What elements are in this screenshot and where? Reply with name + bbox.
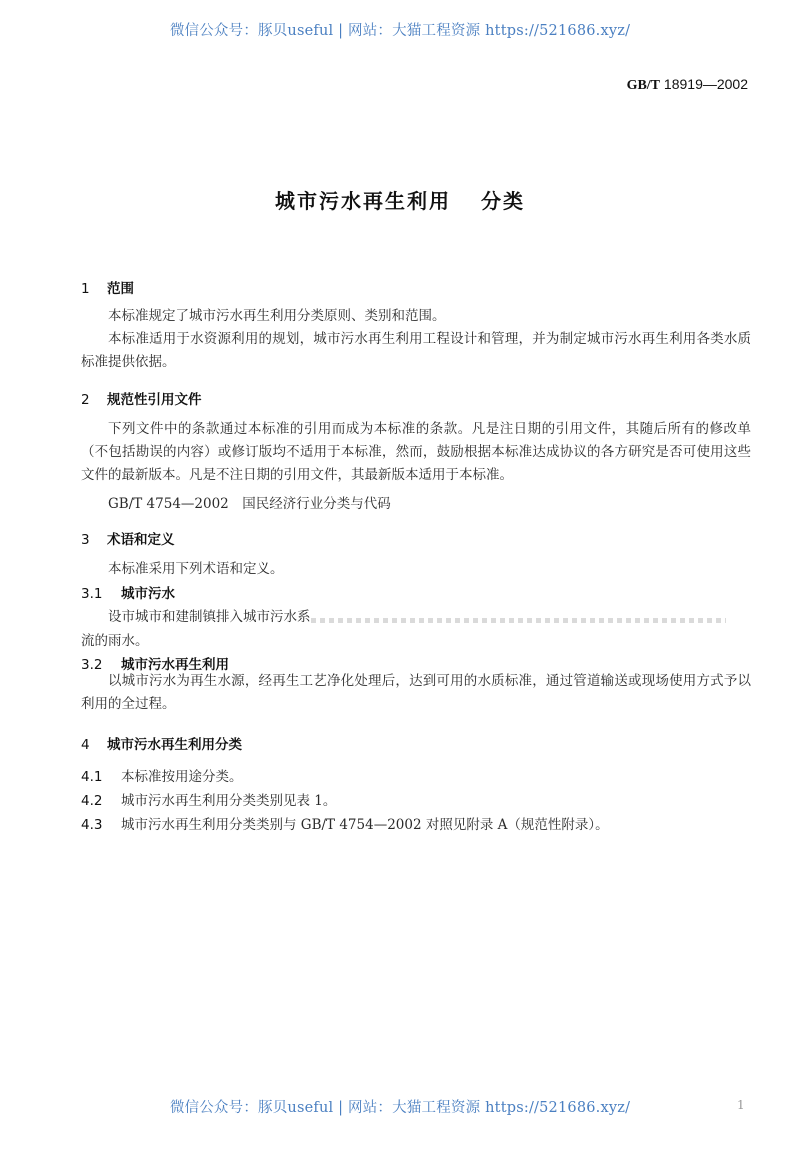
watermark-bottom: 微信公众号：豚贝useful | 网站：大猫工程资源 https://521686.xyz/ (169, 1100, 631, 1116)
section-2-paragraph-1: 下列文件中的条款通过本标准的引用而成为本标准的条款。凡是注日期的引用文件，其随后所有的修改单（不包括勘误的内容）或修订版均不适用于本标准，然而，鼓励根据本标准达成协议的各方研究是否可使用这些文件的最新版本。凡是不注日期的引用文件，其最新版本适用于本标准。 (81, 421, 751, 483)
section-1-paragraph-2: 本标准适用于水资源利用的规划，城市污水再生利用工程设计和管理，并为制定城市污水再生利用各类水质标准提供依据。 (81, 331, 751, 370)
section-3-intro: 本标准采用下列术语和定义。 (108, 561, 284, 577)
page-number: 1 (737, 1098, 745, 1112)
section-heading-3: 3 术语和定义 (81, 532, 175, 548)
term-3-1-definition: 设市城市和建制镇排入城市污水系 (108, 605, 726, 625)
term-3-1-definition-end: 流的雨水。 (81, 633, 149, 649)
title-sub: 分类 (481, 189, 525, 213)
clause-4-2: 4.2 城市污水再生利用分类类别见表 1。 (81, 793, 337, 809)
section-heading-4: 4 城市污水再生利用分类 (81, 737, 242, 753)
term-heading-3-2: 3.2 城市污水再生利用 (81, 657, 229, 673)
clause-4-3: 4.3 城市污水再生利用分类类别与 GB/T 4754—2002 对照见附录 A（规范性附录）。 (81, 817, 609, 833)
faded-text-region (311, 618, 726, 623)
standard-prefix: GB/T (626, 78, 661, 93)
normative-reference: GB/T 4754—2002 国民经济行业分类与代码 (108, 496, 391, 512)
standard-number (627, 76, 748, 94)
standard-code: 18919—2002 (663, 76, 748, 92)
section-heading-2: 2 规范性引用文件 (81, 392, 202, 408)
section-heading-1: 1 范围 (81, 281, 134, 297)
clause-4-1: 4.1 本标准按用途分类。 (81, 769, 243, 785)
title-main: 城市污水再生利用 (275, 189, 451, 213)
document-title (0, 185, 800, 214)
term-heading-3-1: 3.1 城市污水 (81, 586, 175, 602)
watermark-top: 微信公众号：豚贝useful | 网站：大猫工程资源 https://521686.xyz/ (169, 23, 631, 39)
term-3-2-definition: 以城市污水为再生水源，经再生工艺净化处理后，达到可用的水质标准，通过管道输送或现场使用方式予以利用的全过程。 (81, 673, 751, 712)
section-1-paragraph-1: 本标准规定了城市污水再生利用分类原则、类别和范围。 (108, 308, 446, 324)
